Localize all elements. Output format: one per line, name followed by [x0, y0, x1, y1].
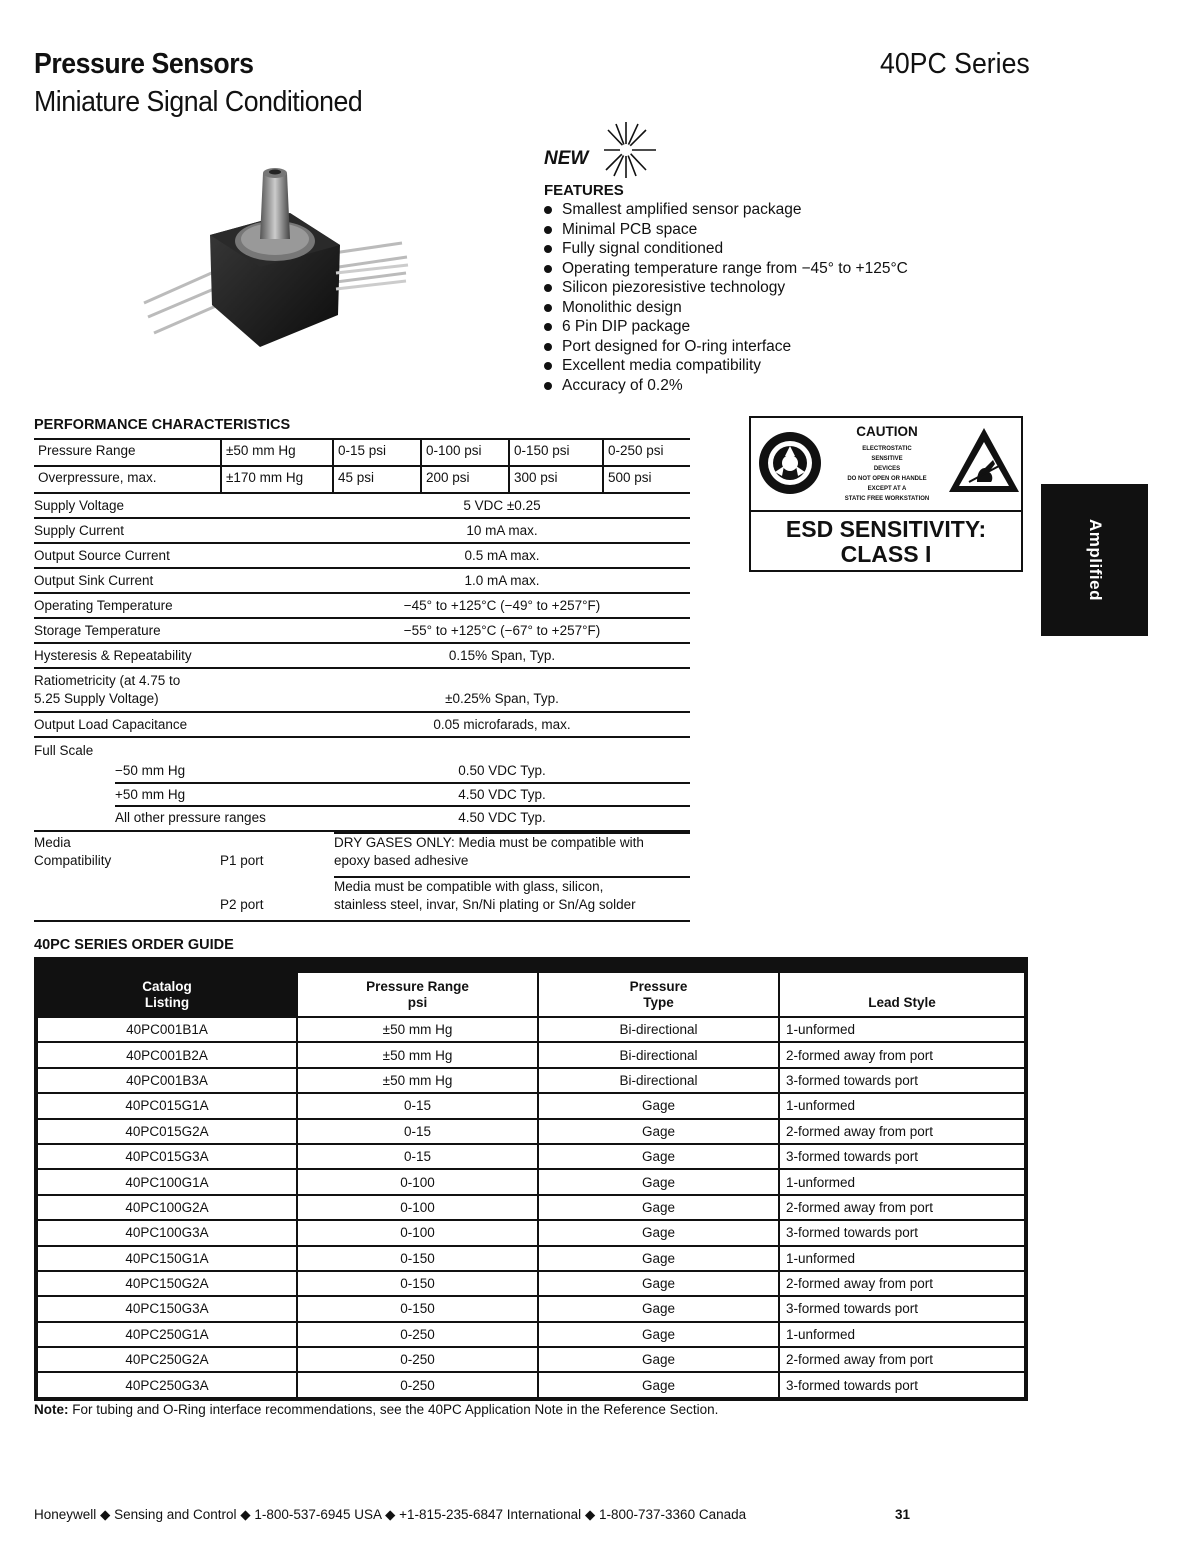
table-row [37, 1042, 1025, 1067]
spec-label: Full Scale [34, 743, 94, 758]
table-cell: 40PC015G2A [37, 1119, 297, 1144]
spec-row [34, 519, 690, 544]
pressure-range-row [34, 438, 690, 465]
features-heading: FEATURES [544, 182, 624, 199]
feature-item: 6 Pin DIP package [544, 317, 908, 337]
table-cell: 0-15 psi [334, 440, 422, 465]
spec-value: 0.5 mA max. [464, 548, 540, 563]
table-row [37, 1296, 1025, 1321]
section-tab-label: Amplified [1085, 519, 1105, 601]
spec-label: Supply Current [34, 523, 125, 538]
table-cell: 0-250 psi [608, 443, 664, 458]
row-label: Overpressure, max. [34, 467, 222, 492]
table-cell: 3-formed towards port [779, 1372, 1025, 1397]
table-cell: 300 psi [510, 467, 604, 492]
table-cell: 2-formed away from port [779, 1042, 1025, 1067]
table-cell: 0-15 [297, 1119, 538, 1144]
table-cell: 40PC001B3A [37, 1068, 297, 1093]
table-cell: ±50 mm Hg [222, 440, 334, 465]
port-label: P1 port [220, 853, 264, 868]
section-tab [1041, 484, 1148, 636]
order-note [34, 1402, 718, 1417]
spec-value: 10 mA max. [466, 523, 538, 538]
table-cell: ±170 mm Hg [222, 467, 334, 492]
table-cell: 0-15 [297, 1144, 538, 1169]
table-cell: 40PC100G3A [37, 1220, 297, 1245]
table-cell: Bi-directional [538, 1017, 779, 1042]
table-cell: 0-100 psi [422, 440, 510, 465]
table-cell: 40PC150G3A [37, 1296, 297, 1321]
table-cell: Bi-directional [538, 1068, 779, 1093]
table-cell: 40PC150G1A [37, 1246, 297, 1271]
caution-title: CAUTION [856, 424, 918, 439]
table-cell: Gage [538, 1220, 779, 1245]
table-cell: 40PC250G1A [37, 1322, 297, 1347]
table-cell: 200 psi [422, 467, 510, 492]
order-guide-heading: 40PC SERIES ORDER GUIDE [34, 937, 234, 953]
esd-class: CLASS I [840, 541, 932, 567]
spec-label: Media [34, 835, 71, 850]
full-scale-heading-row [34, 738, 690, 760]
table-cell: 0-150 [297, 1296, 538, 1321]
table-cell: Gage [538, 1322, 779, 1347]
table-row [37, 1372, 1025, 1397]
spec-value: epoxy based adhesive [334, 853, 469, 868]
spec-label: Operating Temperature [34, 598, 173, 613]
table-cell: 1-unformed [779, 1093, 1025, 1118]
table-row [37, 1093, 1025, 1118]
esd-line: ESD SENSITIVITY: [785, 516, 987, 542]
full-scale-row [34, 807, 690, 832]
table-row [37, 1144, 1025, 1169]
table-cell: 0-100 [297, 1195, 538, 1220]
esd-sensitivity-text [751, 517, 1021, 567]
table-cell: 40PC015G1A [37, 1093, 297, 1118]
sensor-photo [140, 155, 410, 355]
column-header: Pressure Type [538, 972, 779, 1017]
column-header: Lead Style [779, 972, 1025, 1017]
table-row [37, 1347, 1025, 1372]
table-row [37, 1068, 1025, 1093]
spec-value: 4.50 VDC Typ. [458, 810, 546, 825]
spec-value: −45° to +125°C (−49° to +257°F) [403, 598, 601, 613]
table-cell: Gage [538, 1119, 779, 1144]
spec-row [34, 569, 690, 594]
spec-value: −55° to +125°C (−67° to +257°F) [403, 623, 601, 638]
spec-label: Output Load Capacitance [34, 717, 188, 732]
table-header-row [37, 972, 1025, 1017]
caution-line: ELECTROSTATIC [862, 446, 912, 452]
full-scale-row [115, 784, 690, 807]
spec-label: Output Sink Current [34, 573, 154, 588]
table-cell: Gage [538, 1246, 779, 1271]
footer-contact: Honeywell ◆ Sensing and Control ◆ 1-800-537-6945 USA ◆ +1-815-235-6847 International ◆ 1-800-737-3360 Canada [34, 1507, 747, 1522]
divider [334, 832, 690, 834]
spec-value: ±0.25% Span, Typ. [445, 691, 559, 706]
spec-label: −50 mm Hg [115, 763, 186, 778]
spec-label: +50 mm Hg [115, 787, 186, 802]
table-cell: ±50 mm Hg [297, 1017, 538, 1042]
caution-line: STATIC FREE WORKSTATION [844, 496, 930, 502]
table-cell: Gage [538, 1144, 779, 1169]
table-cell: 1-unformed [779, 1246, 1025, 1271]
feature-item: Port designed for O-ring interface [544, 337, 908, 357]
feature-item: Silicon piezoresistive technology [544, 278, 908, 298]
table-cell: 40PC001B2A [37, 1042, 297, 1067]
caution-line: DEVICES [873, 466, 901, 472]
feature-item: Fully signal conditioned [544, 239, 908, 259]
spec-row [34, 494, 690, 519]
table-cell: 3-formed towards port [779, 1220, 1025, 1245]
table-cell: Gage [538, 1271, 779, 1296]
feature-item: Smallest amplified sensor package [544, 200, 908, 220]
table-cell: 3-formed towards port [779, 1144, 1025, 1169]
table-row [37, 1271, 1025, 1296]
media-p2-row [34, 878, 690, 922]
full-scale-row [115, 760, 690, 784]
table-cell: 2-formed away from port [779, 1119, 1025, 1144]
spec-label: All other pressure ranges [115, 810, 266, 825]
spec-value: 0.05 microfarads, max. [433, 717, 571, 732]
table-cell: 1-unformed [779, 1322, 1025, 1347]
table-row [37, 1169, 1025, 1194]
table-cell: 0-150 [297, 1246, 538, 1271]
spec-value: 0.15% Span, Typ. [448, 648, 556, 663]
spec-label: Storage Temperature [34, 623, 161, 638]
table-cell: 0-15 [297, 1093, 538, 1118]
table-cell: ±50 mm Hg [297, 1042, 538, 1067]
feature-item: Monolithic design [544, 298, 908, 318]
table-cell: 45 psi [334, 467, 422, 492]
load-capacitance-row [34, 713, 690, 738]
port-label: P2 port [220, 897, 264, 912]
table-row [37, 1195, 1025, 1220]
spec-row [34, 544, 690, 569]
spec-row [34, 594, 690, 619]
performance-heading: PERFORMANCE CHARACTERISTICS [34, 417, 291, 433]
spec-value: stainless steel, invar, Sn/Ni plating or Sn/Ag solder [334, 897, 636, 912]
ratiometricity-row [34, 669, 690, 713]
table-cell: 0-150 [297, 1271, 538, 1296]
table-cell: 0-100 [297, 1169, 538, 1194]
table-cell: 40PC100G2A [37, 1195, 297, 1220]
table-row [37, 1246, 1025, 1271]
feature-item: Minimal PCB space [544, 220, 908, 240]
table-cell: Bi-directional [538, 1042, 779, 1067]
table-cell: 500 psi [608, 470, 652, 485]
note-text: For tubing and O-Ring interface recommendations, see the 40PC Application Note in the Reference Section. [68, 1402, 719, 1417]
spec-value: 1.0 mA max. [464, 573, 540, 588]
table-row [37, 1119, 1025, 1144]
caution-line: EXCEPT AT A [867, 486, 907, 492]
spec-value: DRY GASES ONLY: Media must be compatible with [334, 835, 644, 850]
feature-item: Excellent media compatibility [544, 356, 908, 376]
spec-row [34, 619, 690, 644]
column-header: Catalog Listing [37, 972, 297, 1017]
table-cell: ±50 mm Hg [297, 1068, 538, 1093]
features-list [544, 200, 908, 395]
table-cell: Gage [538, 1195, 779, 1220]
table-cell: 40PC150G2A [37, 1271, 297, 1296]
table-cell: 0-250 [297, 1347, 538, 1372]
table-cell: 0-150 psi [510, 440, 604, 465]
table-cell: 3-formed towards port [779, 1296, 1025, 1321]
table-cell: 0-100 [297, 1220, 538, 1245]
feature-item: Accuracy of 0.2% [544, 376, 908, 396]
spec-value: Media must be compatible with glass, silicon, [334, 879, 604, 894]
table-cell: 0-250 [297, 1322, 538, 1347]
spec-label: Compatibility [34, 853, 112, 868]
table-cell: 1-unformed [779, 1017, 1025, 1042]
spec-label: Output Source Current [34, 548, 170, 563]
table-cell: Gage [538, 1296, 779, 1321]
table-cell: Gage [538, 1169, 779, 1194]
esd-warning-triangle-icon [947, 424, 1021, 496]
note-label: Note: [34, 1402, 69, 1417]
spec-label: Hysteresis & Repeatability [34, 648, 192, 663]
table-cell: Gage [538, 1347, 779, 1372]
table-cell: Gage [538, 1093, 779, 1118]
spec-row [34, 644, 690, 669]
table-cell: 40PC250G3A [37, 1372, 297, 1397]
new-label: NEW [544, 148, 589, 169]
table-row [37, 1220, 1025, 1245]
page-number: 31 [895, 1507, 911, 1522]
table-cell: 0-250 [297, 1372, 538, 1397]
table-cell: 3-formed towards port [779, 1068, 1025, 1093]
caution-line: SENSITIVE [871, 456, 903, 462]
table-cell: 40PC100G1A [37, 1169, 297, 1194]
overpressure-row [34, 465, 690, 494]
table-cell: 40PC015G3A [37, 1144, 297, 1169]
spec-label: Supply Voltage [34, 498, 125, 513]
caution-divider [751, 510, 1021, 512]
row-label: Pressure Range [34, 440, 222, 465]
table-cell: 2-formed away from port [779, 1271, 1025, 1296]
spec-label: 5.25 Supply Voltage) [34, 691, 159, 706]
page-title: Pressure Sensors [34, 48, 254, 80]
media-p1-row [34, 832, 690, 876]
caution-text [831, 444, 943, 504]
esd-caution-label [749, 416, 1023, 572]
table-row [37, 1322, 1025, 1347]
table-row [37, 1017, 1025, 1042]
table-cell: 1-unformed [779, 1169, 1025, 1194]
table-cell: 2-formed away from port [779, 1347, 1025, 1372]
spec-label: Ratiometricity (at 4.75 to [34, 673, 181, 688]
feature-item: Operating temperature range from −45° to +125°C [544, 259, 908, 279]
performance-table [34, 438, 690, 922]
table-cell: Gage [538, 1372, 779, 1397]
table-cell: 40PC250G2A [37, 1347, 297, 1372]
column-header: Pressure Range psi [297, 972, 538, 1017]
table-cell: 2-formed away from port [779, 1195, 1025, 1220]
caution-line: DO NOT OPEN OR HANDLE [847, 476, 927, 482]
table-cell: 40PC001B1A [37, 1017, 297, 1042]
spec-value: 4.50 VDC Typ. [458, 787, 546, 802]
order-guide-table [34, 957, 1028, 1401]
esd-circle-icon [757, 430, 823, 496]
series-name: 40PC Series [880, 48, 1030, 80]
spec-value: 0.50 VDC Typ. [458, 763, 546, 778]
spec-value: 5 VDC ±0.25 [463, 498, 541, 513]
page-subtitle: Miniature Signal Conditioned [34, 86, 363, 118]
